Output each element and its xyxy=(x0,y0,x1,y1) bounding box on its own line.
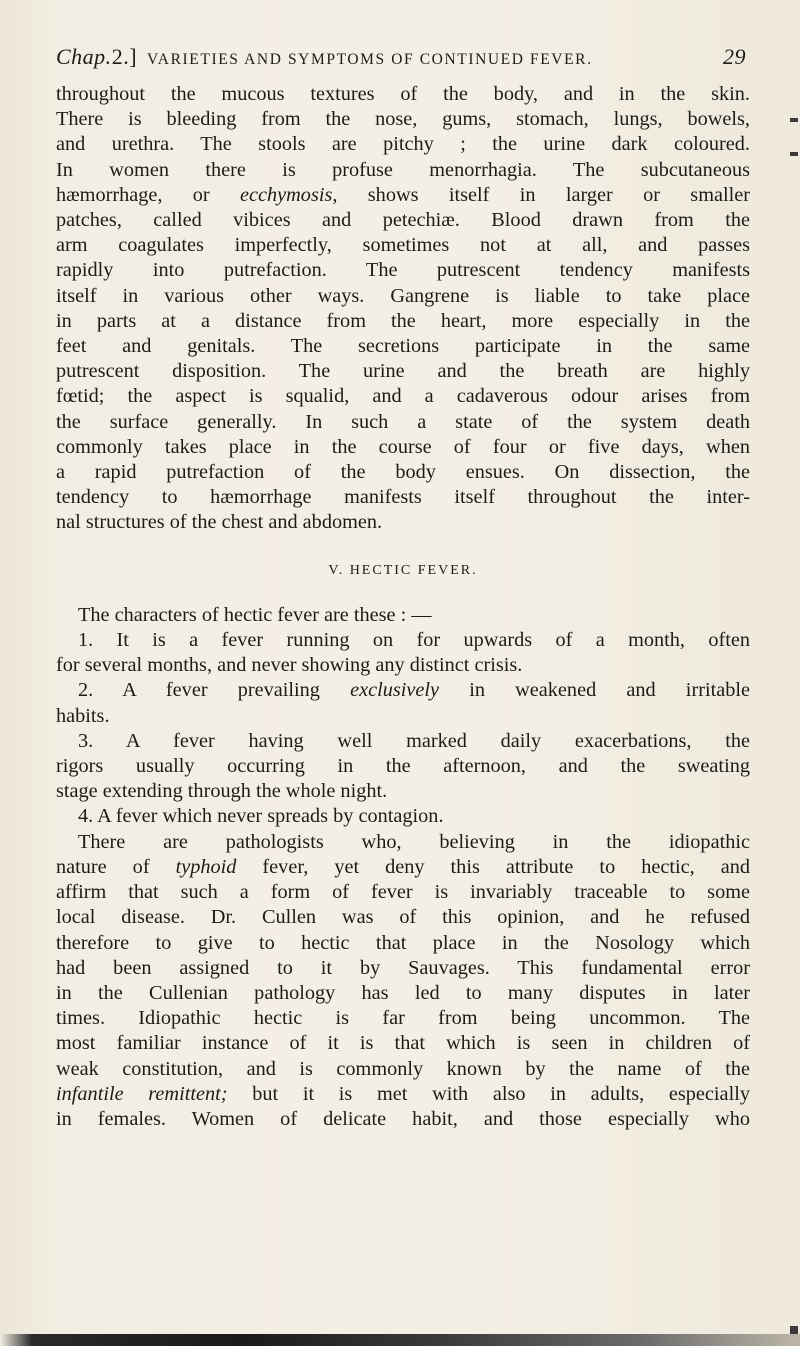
chapter-number: 2.] xyxy=(111,44,138,69)
text-line: in the Cullenian pathology has led to many disputes in later xyxy=(56,981,750,1004)
text-line: 4. A fever which never spreads by contagion. xyxy=(78,805,444,828)
text-line: in parts at a distance from the heart, more especially in the xyxy=(56,309,750,332)
italic-term: infantile remittent; xyxy=(56,1082,228,1105)
text-line: commonly takes place in the course of four or five days, when xyxy=(56,435,750,458)
text-line: a rapid putrefaction of the body ensues. On dissection, the xyxy=(56,461,750,484)
text-line: There are pathologists who, believing in the idiopathic xyxy=(78,830,750,853)
text-line: local disease. Dr. Cullen was of this opinion, and he refused xyxy=(56,906,750,929)
running-head xyxy=(56,44,746,78)
text-line: habits. xyxy=(56,704,110,727)
page-bottom-shadow xyxy=(0,1334,800,1346)
text-segment: , shows itself in larger or smaller xyxy=(332,183,750,206)
text-line: arm coagulates imperfectly, sometimes not at all, and passes xyxy=(56,234,750,257)
text-line xyxy=(56,183,750,208)
text-line: rapidly into putrefaction. The putrescent tendency manifests xyxy=(56,259,750,282)
text-line: therefore to give to hectic that place in the Nosology which xyxy=(56,931,750,954)
text-line: patches, called vibices and petechiæ. Blood drawn from the xyxy=(56,209,750,232)
italic-term: exclusively xyxy=(350,679,440,702)
text-line: There is bleeding from the nose, gums, stomach, lungs, bowels, xyxy=(56,108,750,131)
page-edge-mark xyxy=(790,118,798,122)
text-line: itself in various other ways. Gangrene is liable to take place xyxy=(56,284,750,307)
italic-term: ecchymosis xyxy=(240,183,333,206)
text-line: times. Idiopathic hectic is far from being uncommon. The xyxy=(56,1007,750,1030)
text-line: stage extending through the whole night. xyxy=(56,780,388,803)
text-line: nal structures of the chest and abdomen. xyxy=(56,511,383,534)
text-segment: in weakened and irritable xyxy=(439,679,750,702)
page-number: 29 xyxy=(723,44,746,69)
text-line: fœtid; the aspect is squalid, and a cadaverous odour arises from xyxy=(56,385,750,408)
running-title: VARIETIES AND SYMPTOMS OF CONTINUED FEVER. xyxy=(147,51,593,68)
text-line: In women there is profuse menorrhagia. The subcutaneous xyxy=(56,158,750,181)
text-segment: nature of xyxy=(56,855,176,878)
text-line: 1. It is a fever running on for upwards of a month, often xyxy=(78,629,750,652)
text-line: and urethra. The stools are pitchy ; the urine dark coloured. xyxy=(56,133,750,156)
text-line: in females. Women of delicate habit, and those especially who xyxy=(56,1107,750,1130)
body-text xyxy=(56,82,750,1132)
text-line: rigors usually occurring in the afternoon, and the sweating xyxy=(56,755,750,778)
page-edge-mark xyxy=(790,152,798,156)
text-line: most familiar instance of it is that which is seen in children of xyxy=(56,1032,750,1055)
text-line: feet and genitals. The secretions participate in the same xyxy=(56,335,750,358)
text-line: had been assigned to it by Sauvages. This fundamental error xyxy=(56,956,750,979)
text-segment: 2. A fever prevailing xyxy=(78,679,351,702)
text-line: throughout the mucous textures of the body, and in the skin. xyxy=(56,83,750,105)
text-line: putrescent disposition. The urine and the breath are highly xyxy=(56,360,750,383)
text-line: for several months, and never showing any distinct crisis. xyxy=(56,654,523,677)
text-line: the surface generally. In such a state of the system death xyxy=(56,410,750,433)
text-line xyxy=(56,1082,750,1107)
text-segment: but it is met with also in adults, especially xyxy=(227,1082,750,1105)
chapter-prefix: Chap. xyxy=(56,44,112,69)
italic-term: typhoid xyxy=(175,855,237,878)
text-line: affirm that such a form of fever is invariably traceable to some xyxy=(56,881,750,904)
text-line xyxy=(56,678,750,703)
text-line: The characters of hectic fever are these : — xyxy=(78,603,432,626)
text-segment: fever, yet deny this attribute to hectic, and xyxy=(236,855,750,878)
section-heading: V. HECTIC FEVER. xyxy=(328,562,478,578)
text-line: weak constitution, and is commonly known by the name of the xyxy=(56,1057,750,1080)
text-line xyxy=(56,855,750,880)
text-line: 3. A fever having well marked daily exacerbations, the xyxy=(78,729,750,752)
page-edge-mark xyxy=(790,1326,798,1334)
text-segment: hæmorrhage, or xyxy=(56,183,241,206)
text-line: tendency to hæmorrhage manifests itself throughout the inter- xyxy=(56,486,750,509)
